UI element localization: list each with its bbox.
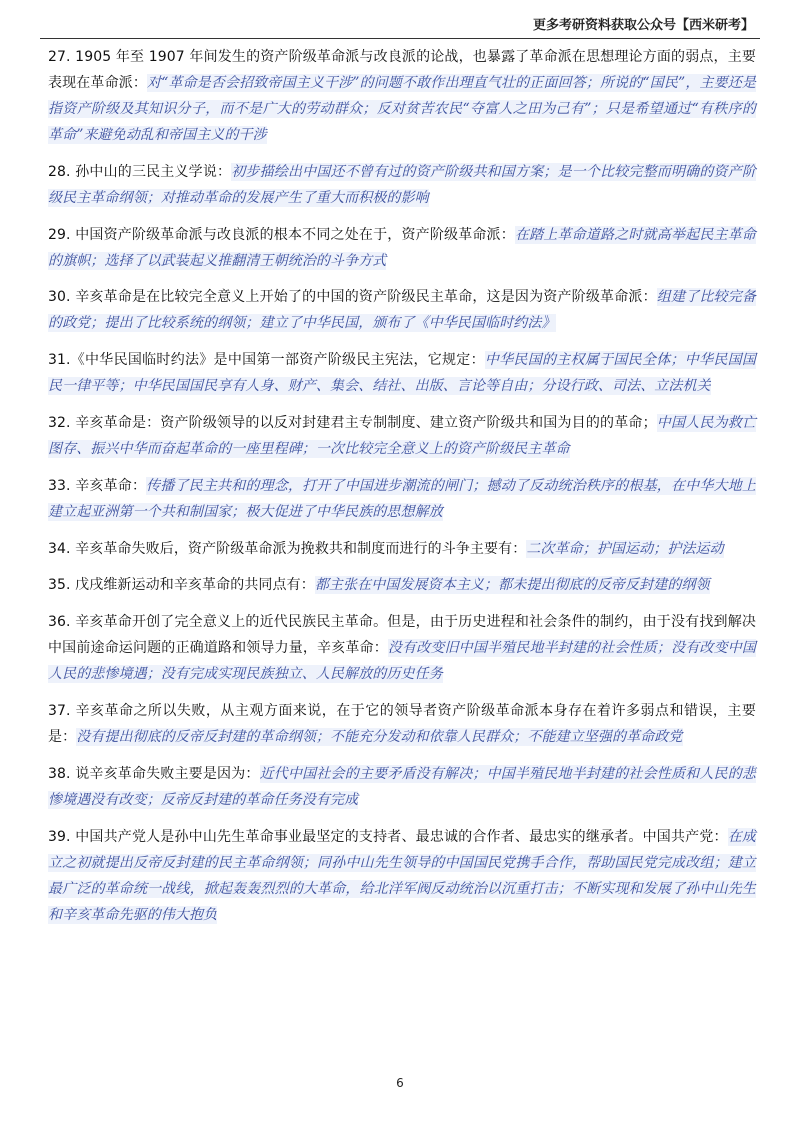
question-text: 38. 说辛亥革命失败主要是因为： bbox=[48, 765, 260, 782]
answer-text: 在踏上革命道路之时就高举起民主革命的旗帜；选择了以武装起义推翻清王朝统治的斗争方式 bbox=[48, 226, 756, 269]
answer-text: 对“革命是否会招致帝国主义干涉”的问题不敢作出理直气壮的正面回答；所说的“国民”，主要还是指资产阶级及其知识分子，而不是广大的劳动群众；反对贫苦农民“夺富人之田为己有”；只是希望通过“有秩序的革命”来避免动乱和帝国主义的干涉 bbox=[48, 75, 756, 143]
question-item-35 bbox=[48, 572, 756, 598]
question-item-34 bbox=[48, 536, 756, 562]
question-text: 36. 辛亥革命开创了完全意义上的近代民族民主革命。但是，由于历史进程和社会条件的制约，由于没有找到解决中国前途命运问题的正确道路和领导力量，辛亥革命： bbox=[48, 614, 756, 657]
answer-text: 二次革命；护国运动；护法运动 bbox=[526, 540, 724, 557]
question-text: 29. 中国资产阶级革命派与改良派的根本不同之处在于，资产阶级革命派： bbox=[48, 226, 515, 243]
question-item-32 bbox=[48, 410, 756, 462]
question-item-36 bbox=[48, 609, 756, 687]
header-divider bbox=[40, 38, 760, 39]
question-text: 34. 辛亥革命失败后，资产阶级革命派为挽救共和制度而进行的斗争主要有： bbox=[48, 540, 527, 557]
question-item-27 bbox=[48, 44, 756, 148]
answer-text: 没有提出彻底的反帝反封建的革命纲领；不能充分发动和依靠人民群众；不能建立坚强的革命政党 bbox=[76, 728, 683, 745]
answer-text: 都主张在中国发展资本主义；都未提出彻底的反帝反封建的纲领 bbox=[314, 577, 710, 594]
question-item-33 bbox=[48, 473, 756, 525]
question-text: 35. 戊戌维新运动和辛亥革命的共同点有： bbox=[48, 577, 315, 594]
page-header: 更多考研资料获取公众号【西米研考】 bbox=[532, 18, 754, 33]
answer-text: 组建了比较完备的政党；提出了比较系统的纲领；建立了中华民国，颁布了《中华民国临时约法》 bbox=[48, 289, 756, 332]
question-item-39 bbox=[48, 824, 756, 928]
answer-text: 近代中国社会的主要矛盾没有解决；中国半殖民地半封建的社会性质和人民的悲惨境遇没有改变；反帝反封建的革命任务没有完成 bbox=[48, 765, 756, 808]
question-text: 31.《中华民国临时约法》是中国第一部资产阶级民主宪法，它规定： bbox=[48, 352, 485, 369]
question-list bbox=[48, 44, 756, 938]
answer-text: 传播了民主共和的理念，打开了中国进步潮流的闸门；撼动了反动统治秩序的根基，在中华大地上建立起亚洲第一个共和制国家；极大促进了中华民族的思想解放 bbox=[48, 477, 756, 520]
answer-text: 初步描绘出中国还不曾有过的资产阶级共和国方案；是一个比较完整而明确的资产阶级民主革命纲领；对推动革命的发展产生了重大而积极的影响 bbox=[48, 163, 756, 206]
question-text: 28. 孙中山的三民主义学说： bbox=[48, 163, 232, 180]
question-item-28 bbox=[48, 159, 756, 211]
question-item-31 bbox=[48, 347, 756, 399]
answer-text: 中国人民为救亡图存、振兴中华而奋起革命的一座里程碑；一次比较完全意义上的资产阶级民主革命 bbox=[48, 414, 756, 457]
question-item-30 bbox=[48, 284, 756, 336]
answer-text: 在成立之初就提出反帝反封建的民主革命纲领；同孙中山先生领导的中国国民党携手合作，帮助国民党完成改组；建立最广泛的革命统一战线，掀起轰轰烈烈的大革命，给北洋军阀反动统治以沉重打击；不断实现和发展了孙中山先生和辛亥革命先驱的伟大抱负 bbox=[48, 828, 757, 923]
answer-text: 中华民国的主权属于国民全体；中华民国国民一律平等；中华民国国民享有人身、财产、集会、结社、出版、言论等自由；分设行政、司法、立法机关 bbox=[48, 352, 756, 395]
question-text: 37. 辛亥革命之所以失败，从主观方面来说，在于它的领导者资产阶级革命派本身存在着许多弱点和错误，主要是： bbox=[48, 702, 756, 745]
question-text: 33. 辛亥革命： bbox=[48, 477, 147, 494]
page-number: 6 bbox=[396, 1076, 404, 1090]
question-text: 39. 中国共产党人是孙中山先生革命事业最坚定的支持者、最忠诚的合作者、最忠实的继承者。中国共产党： bbox=[48, 828, 728, 845]
question-text: 32. 辛亥革命是：资产阶级领导的以反对封建君主专制制度、建立资产阶级共和国为目的的革命； bbox=[48, 414, 657, 431]
question-text: 30. 辛亥革命是在比较完全意义上开始了的中国的资产阶级民主革命，这是因为资产阶级革命派： bbox=[48, 289, 657, 306]
answer-text: 没有改变旧中国半殖民地半封建的社会性质；没有改变中国人民的悲惨境遇；没有完成实现民族独立、人民解放的历史任务 bbox=[48, 640, 756, 683]
question-item-29 bbox=[48, 222, 756, 274]
question-item-38 bbox=[48, 761, 756, 813]
question-item-37 bbox=[48, 698, 756, 750]
question-text: 27. 1905 年至 1907 年间发生的资产阶级革命派与改良派的论战，也暴露了革命派在思想理论方面的弱点，主要表现在革命派： bbox=[48, 49, 756, 91]
